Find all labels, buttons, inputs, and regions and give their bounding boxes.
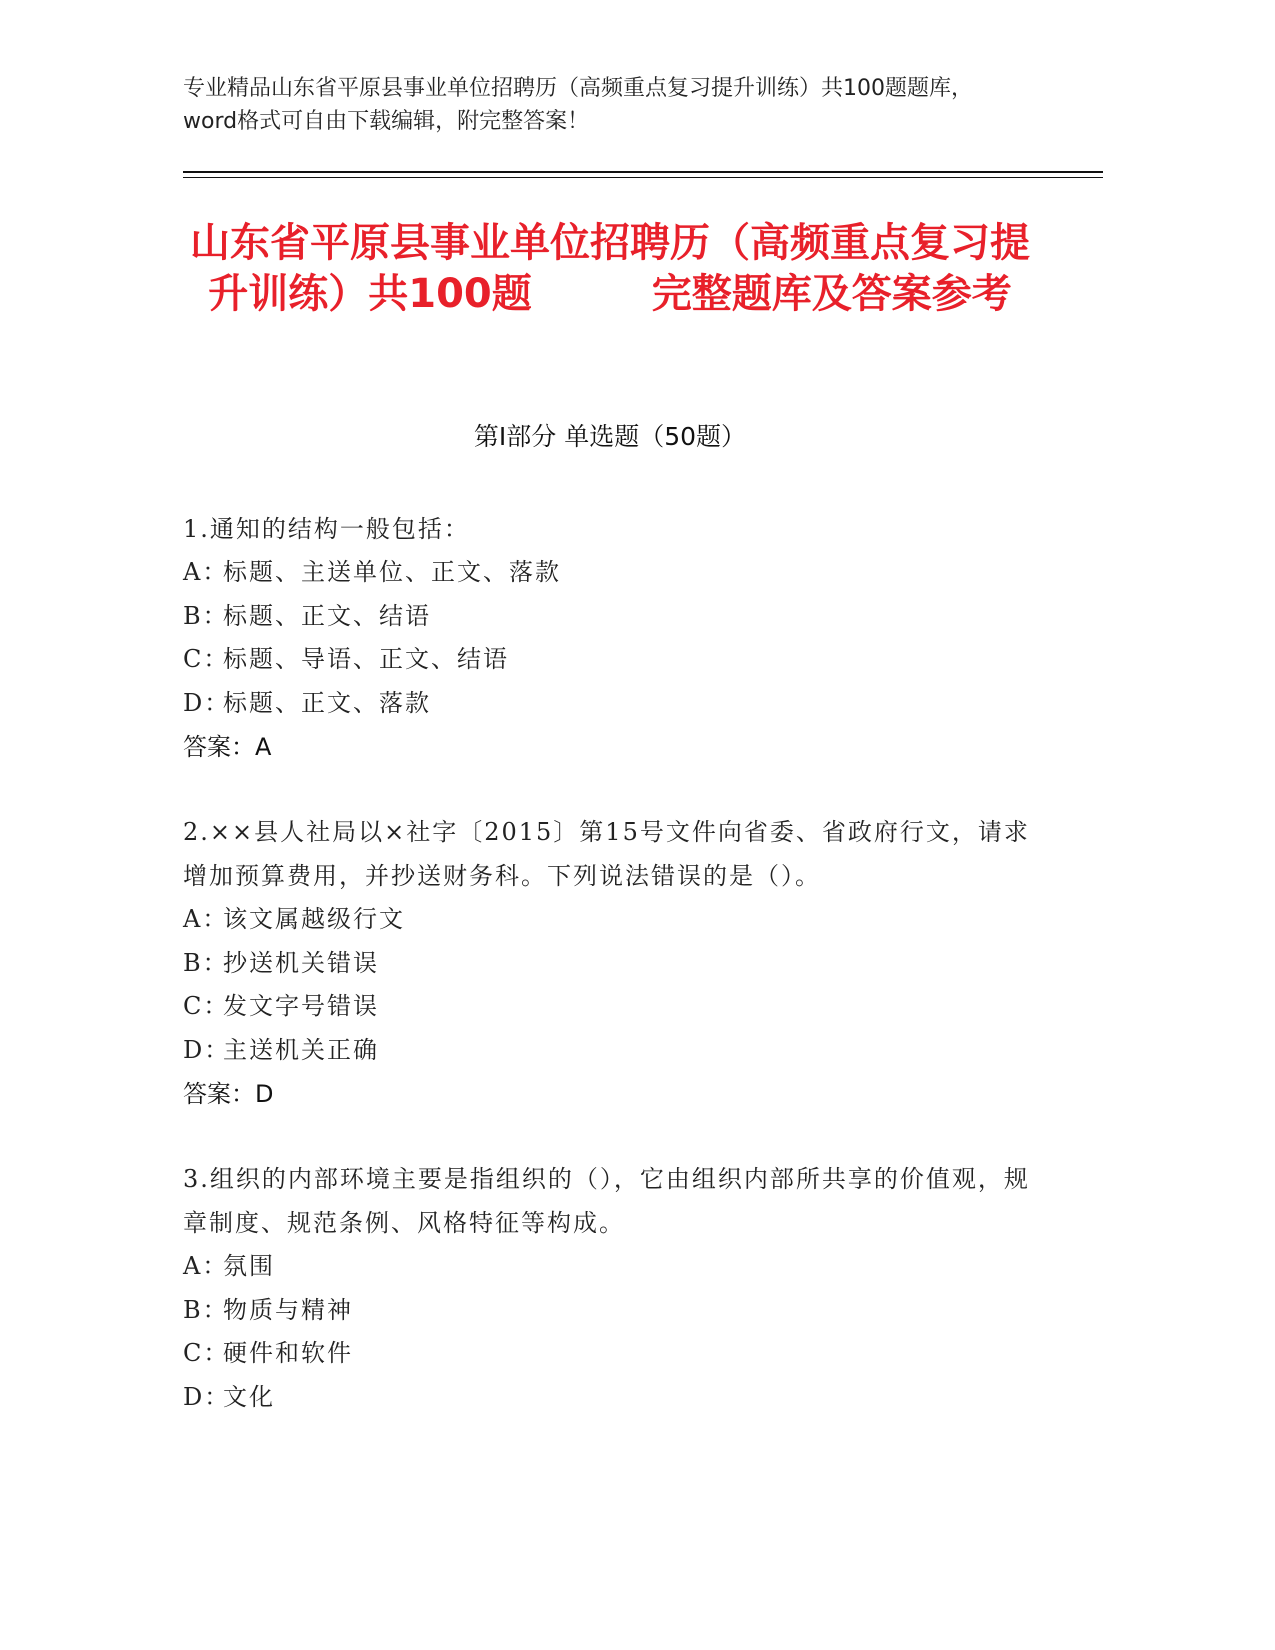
- option-c: [183, 638, 1043, 682]
- option-text: 主送机关正确: [223, 1035, 379, 1064]
- option-c: [183, 1332, 1043, 1376]
- header-divider-thin: [183, 177, 1103, 178]
- option-key: B：: [183, 601, 229, 630]
- option-a: [183, 1245, 1043, 1289]
- question-3: [183, 1157, 1043, 1419]
- question-stem: 1.通知的结构一般包括：: [183, 515, 470, 543]
- option-key: C：: [183, 645, 230, 673]
- document-title: 山东省平原县事业单位招聘历（高频重点复习提升训练）共100题 完整题库及答案参考: [190, 220, 1030, 317]
- option-text: 物质与精神: [223, 1295, 353, 1324]
- option-key: B：: [183, 1295, 229, 1324]
- option-text: 发文字号错误: [223, 992, 379, 1020]
- question-1: [183, 507, 1043, 769]
- option-text: 标题、正文、落款: [223, 688, 431, 717]
- option-text: 标题、导语、正文、结语: [223, 645, 509, 673]
- option-d: [183, 1029, 1043, 1073]
- option-key: D：: [183, 1035, 231, 1064]
- question-list: [183, 507, 1043, 1460]
- question-2: [183, 810, 1043, 1116]
- question-stem: 2.××县人社局以×社字〔2015〕第15号文件向省委、省政府行文，请求增加预算费用，并抄送财务科。下列说法错误的是（）。: [183, 818, 1030, 890]
- option-key: C：: [183, 1339, 230, 1367]
- option-text: 标题、正文、结语: [223, 601, 431, 630]
- option-text: 硬件和软件: [223, 1339, 353, 1367]
- option-key: C：: [183, 992, 230, 1020]
- option-text: 抄送机关错误: [223, 948, 379, 977]
- option-key: D：: [183, 1382, 231, 1411]
- option-d: [183, 1376, 1043, 1420]
- option-key: A：: [183, 558, 229, 586]
- answer-line: 答案：D: [183, 1080, 274, 1108]
- section-heading: 第Ⅰ部分 单选题（50题）: [473, 422, 747, 451]
- option-key: B：: [183, 948, 229, 977]
- option-a: [183, 551, 1043, 595]
- option-text: 文化: [223, 1382, 275, 1411]
- option-b: [183, 942, 1043, 986]
- option-c: [183, 985, 1043, 1029]
- option-text: 该文属越级行文: [223, 905, 405, 933]
- option-key: A：: [183, 905, 229, 933]
- option-b: [183, 595, 1043, 639]
- option-d: [183, 682, 1043, 726]
- option-b: [183, 1289, 1043, 1333]
- option-key: A：: [183, 1252, 229, 1280]
- header-note: 专业精品山东省平原县事业单位招聘历（高频重点复习提升训练）共100题题库，word格式可自由下载编辑，附完整答案！: [183, 76, 973, 134]
- option-text: 标题、主送单位、正文、落款: [223, 558, 561, 586]
- option-a: [183, 898, 1043, 942]
- answer-line: 答案：A: [183, 733, 272, 761]
- option-text: 氛围: [223, 1252, 275, 1280]
- question-stem: 3.组织的内部环境主要是指组织的（），它由组织内部所共享的价值观，规章制度、规范条例、风格特征等构成。: [183, 1165, 1030, 1237]
- option-key: D：: [183, 688, 231, 717]
- header-divider-thick: [183, 171, 1103, 173]
